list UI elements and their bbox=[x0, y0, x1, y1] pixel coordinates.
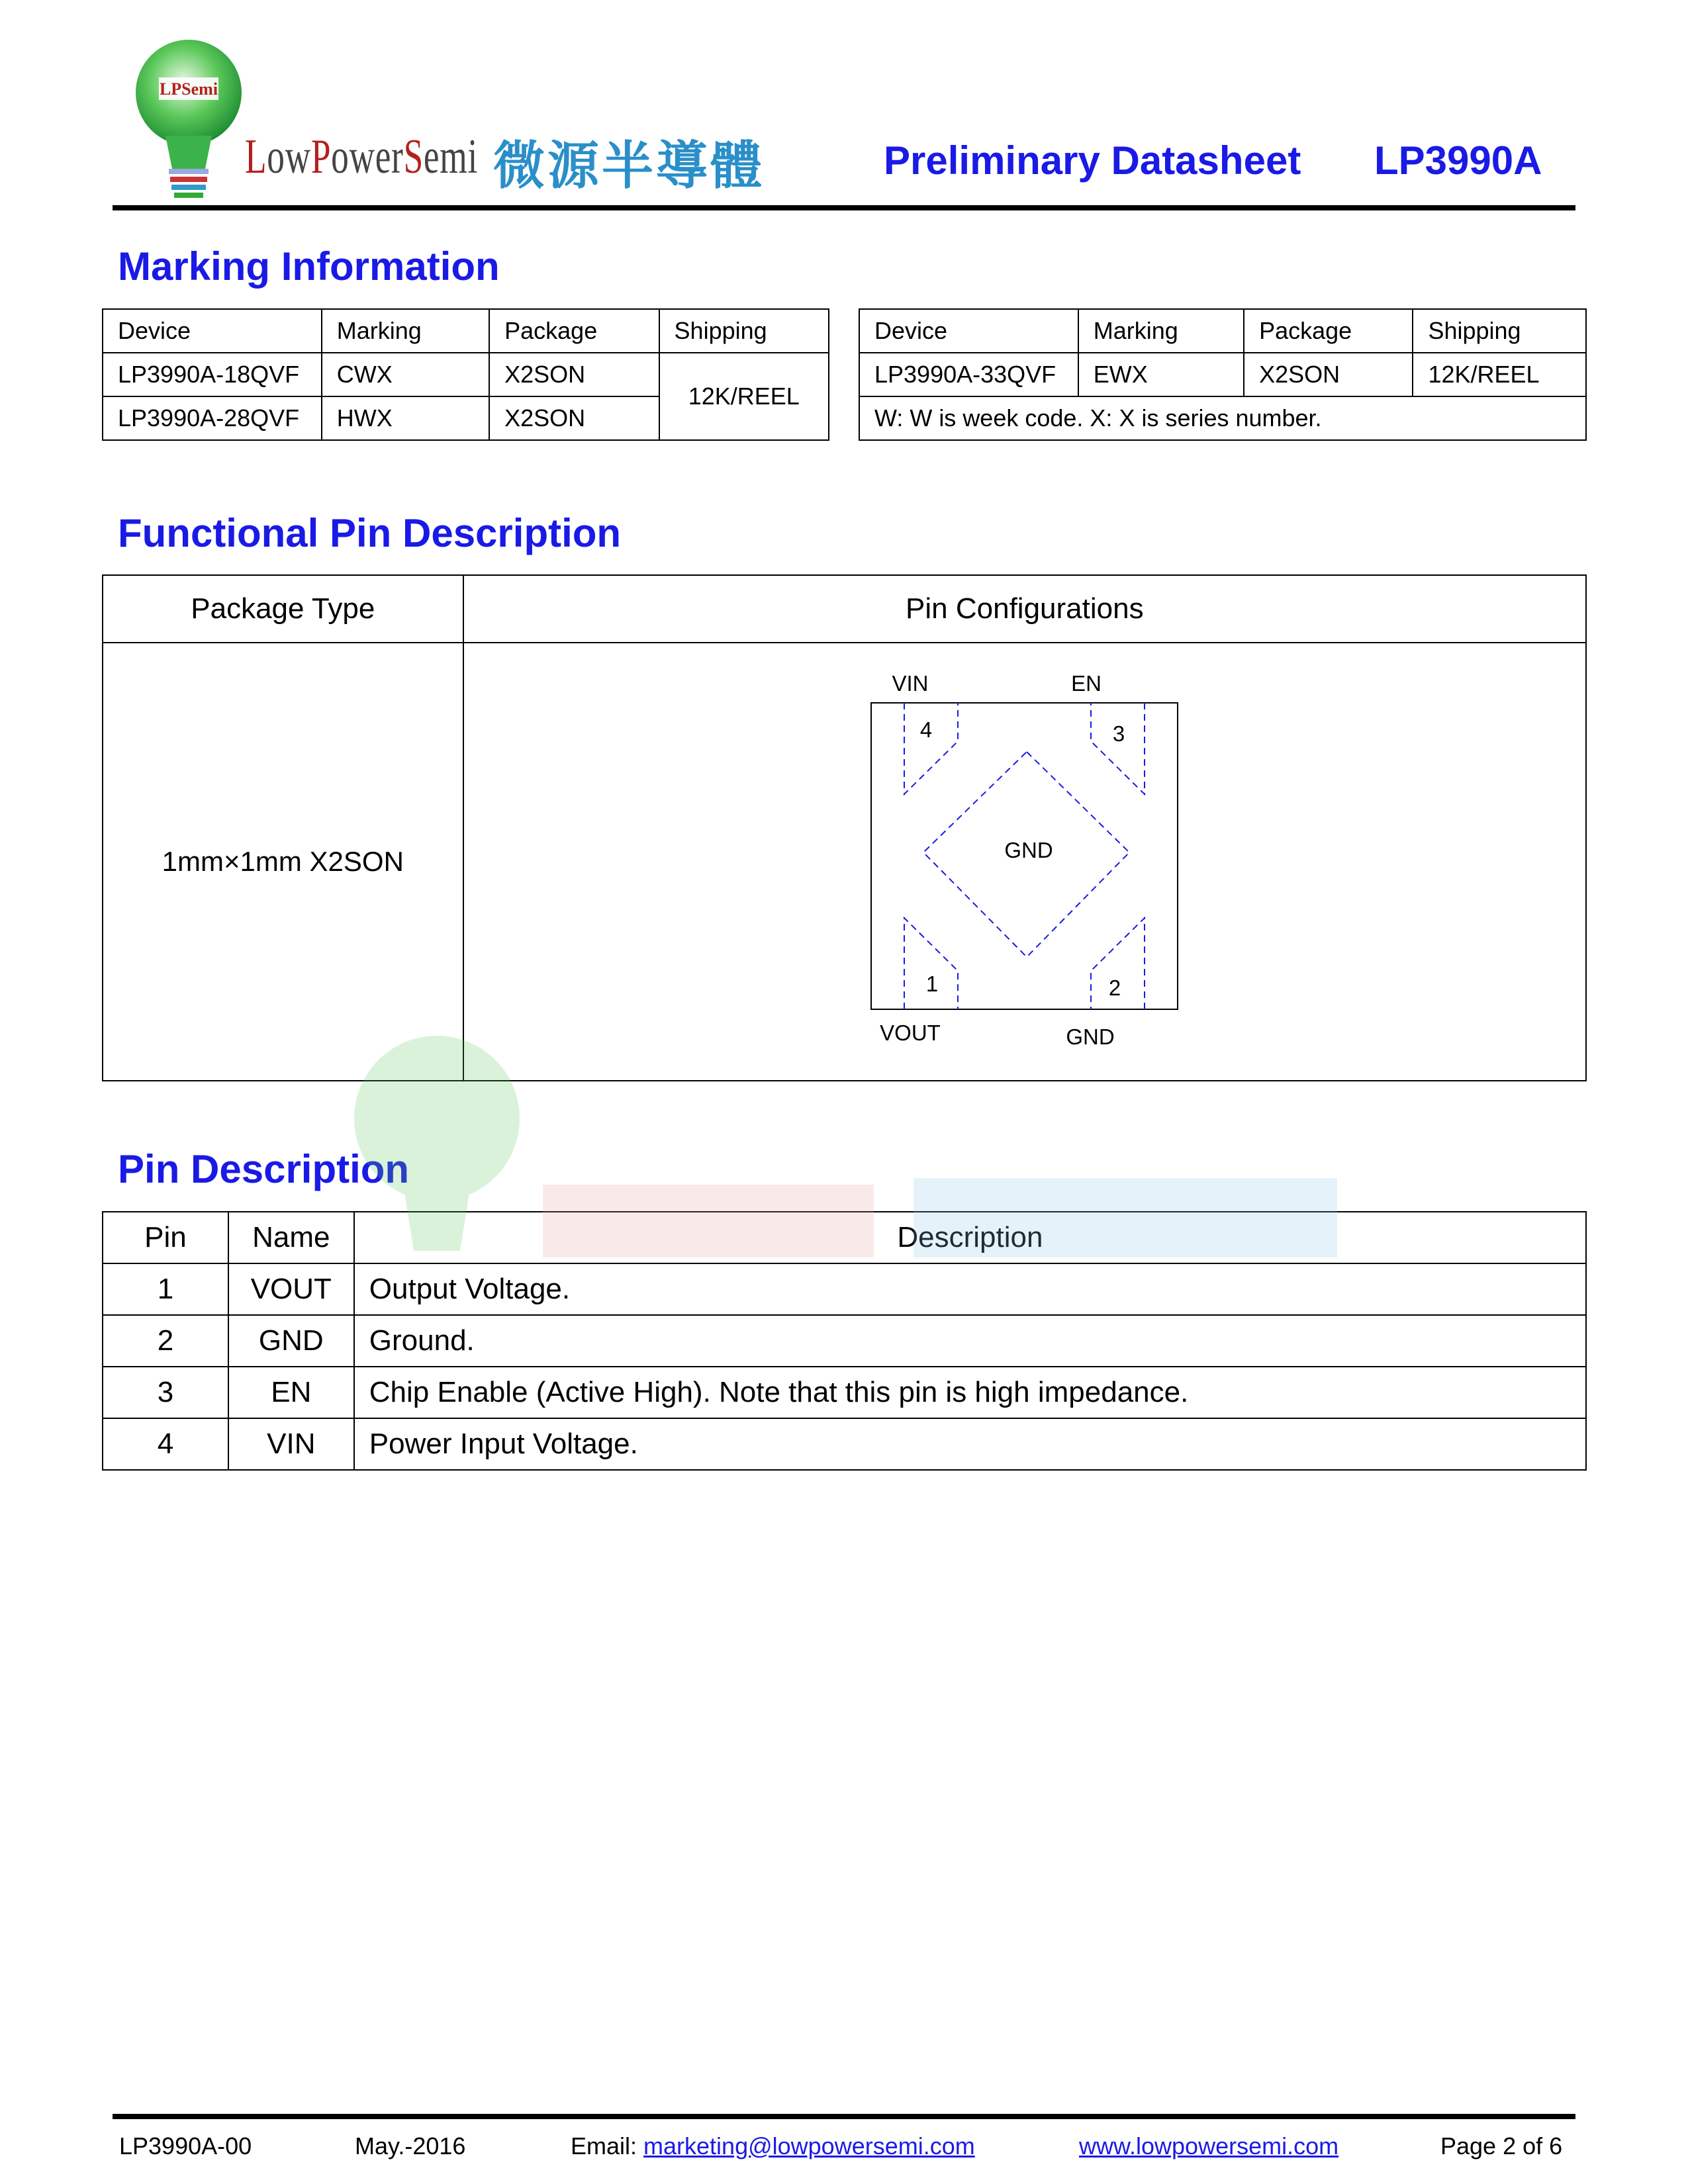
device-cell: LP3990A-18QVF bbox=[103, 353, 322, 396]
package-cell: X2SON bbox=[489, 353, 659, 396]
package-cell: X2SON bbox=[1244, 353, 1413, 396]
pad-pin4 bbox=[904, 703, 958, 794]
header-shipping: Shipping bbox=[659, 309, 829, 353]
pin-number-cell: 2 bbox=[103, 1315, 228, 1367]
table-row bbox=[103, 1367, 1586, 1418]
header-package: Package bbox=[1244, 309, 1413, 353]
package-type-cell: 1mm×1mm X2SON bbox=[103, 643, 463, 1081]
header-device: Device bbox=[859, 309, 1078, 353]
marking-table-left bbox=[102, 308, 829, 441]
pin-number-2: 2 bbox=[1108, 976, 1121, 1000]
footer-divider bbox=[113, 2114, 1575, 2119]
footer-email bbox=[571, 2132, 975, 2160]
table-header-row bbox=[103, 575, 1586, 643]
pin-name-cell: EN bbox=[228, 1367, 354, 1418]
website-link[interactable]: www.lowpowersemi.com bbox=[1079, 2132, 1339, 2160]
part-number: LP3990A bbox=[1374, 138, 1542, 183]
label-vin: VIN bbox=[892, 671, 929, 696]
device-cell: LP3990A-28QVF bbox=[103, 396, 322, 440]
pin-description-table bbox=[102, 1211, 1587, 1471]
pin-name-cell: VIN bbox=[228, 1418, 354, 1470]
pin-number-cell: 1 bbox=[103, 1263, 228, 1315]
pin-description-cell: Power Input Voltage. bbox=[354, 1418, 1586, 1470]
marking-note: W: W is week code. X: X is series number. bbox=[859, 396, 1586, 440]
marking-cell: CWX bbox=[322, 353, 489, 396]
pin-config-table bbox=[102, 574, 1587, 1081]
marking-cell: EWX bbox=[1078, 353, 1244, 396]
label-gnd-bottom: GND bbox=[1065, 1024, 1115, 1049]
header-marking: Marking bbox=[1078, 309, 1244, 353]
pin-number-3: 3 bbox=[1112, 721, 1125, 746]
pin-name-cell: VOUT bbox=[228, 1263, 354, 1315]
footer-page-number: Page 2 of 6 bbox=[1440, 2132, 1563, 2160]
header-device: Device bbox=[103, 309, 322, 353]
label-en: EN bbox=[1070, 671, 1102, 696]
header-package: Package bbox=[489, 309, 659, 353]
header-marking: Marking bbox=[322, 309, 489, 353]
table-row bbox=[103, 1315, 1586, 1367]
table-header-row bbox=[103, 1212, 1586, 1263]
marking-cell: HWX bbox=[322, 396, 489, 440]
header-pin: Pin bbox=[103, 1212, 228, 1263]
header-shipping: Shipping bbox=[1413, 309, 1586, 353]
pad-pin3 bbox=[1091, 703, 1145, 794]
pin-number-cell: 4 bbox=[103, 1418, 228, 1470]
header-description: Description bbox=[354, 1212, 1586, 1263]
pin-description-title: Pin Description bbox=[118, 1147, 410, 1191]
brand-name-chinese: 微源半導體 bbox=[493, 136, 765, 196]
table-header-row bbox=[103, 309, 829, 353]
pin-description-cell: Chip Enable (Active High). Note that this pin is high impedance. bbox=[354, 1367, 1586, 1418]
table-row bbox=[103, 1418, 1586, 1470]
footer-date: May.-2016 bbox=[355, 2132, 466, 2160]
pin-description-cell: Output Voltage. bbox=[354, 1263, 1586, 1315]
brand-name: LowPowerSemi bbox=[245, 130, 478, 184]
logo-text: LPSemi bbox=[159, 79, 218, 99]
table-header-row bbox=[859, 309, 1586, 353]
email-link[interactable]: marketing@lowpowersemi.com bbox=[643, 2132, 975, 2160]
pin-number-cell: 3 bbox=[103, 1367, 228, 1418]
table-row bbox=[103, 353, 829, 396]
pin-number-4: 4 bbox=[919, 717, 932, 742]
company-logo bbox=[129, 36, 248, 202]
header-pin-configurations: Pin Configurations bbox=[463, 575, 1586, 643]
functional-pin-title: Functional Pin Description bbox=[118, 511, 622, 555]
shipping-cell: 12K/REEL bbox=[1413, 353, 1586, 396]
header-package-type: Package Type bbox=[103, 575, 463, 643]
footer-doc-id: LP3990A-00 bbox=[119, 2132, 252, 2160]
label-vout: VOUT bbox=[879, 1021, 941, 1045]
pin-description-cell: Ground. bbox=[354, 1315, 1586, 1367]
pin-name-cell: GND bbox=[228, 1315, 354, 1367]
header-name: Name bbox=[228, 1212, 354, 1263]
table-row bbox=[103, 643, 1586, 1081]
table-row bbox=[103, 1263, 1586, 1315]
marking-table-right bbox=[859, 308, 1587, 441]
table-row bbox=[859, 396, 1586, 440]
device-cell: LP3990A-33QVF bbox=[859, 353, 1078, 396]
pin-diagram-cell bbox=[463, 643, 1586, 1081]
pin-diagram bbox=[464, 643, 1588, 1080]
header-divider bbox=[113, 205, 1575, 210]
label-gnd-center: GND bbox=[1004, 838, 1053, 862]
table-row bbox=[859, 353, 1586, 396]
shipping-cell: 12K/REEL bbox=[659, 353, 829, 440]
document-type: Preliminary Datasheet bbox=[884, 138, 1301, 183]
footer-email-label: Email: bbox=[571, 2132, 644, 2160]
package-cell: X2SON bbox=[489, 396, 659, 440]
pin-number-1: 1 bbox=[925, 972, 938, 996]
marking-info-title: Marking Information bbox=[118, 244, 500, 289]
